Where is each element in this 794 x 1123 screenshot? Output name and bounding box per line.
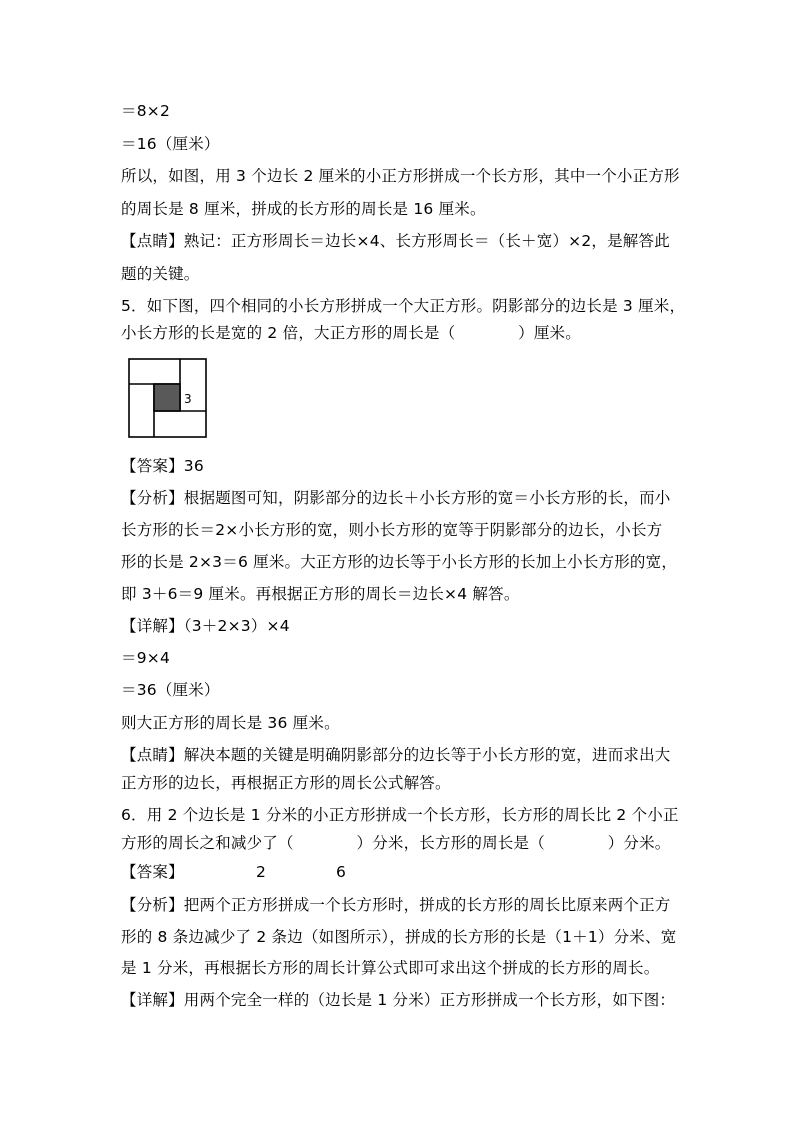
analysis-5: 【分析】根据题图可知，阴影部分的边长＋小长方形的宽＝小长方形的长，而小 [121,489,671,507]
question-6-cont: 方形的周长之和减少了（ ）分米，长方形的周长是（ ）分米。 [121,834,671,852]
analysis-6: 【分析】把两个正方形拼成一个长方形时，拼成的长方形的周长比原来两个正方 [121,896,671,914]
text-line: ＝16（厘米） [121,135,220,153]
text-line: 形的长是 2×3＝6 厘米。大正方形的边长等于小长方形的长加上小长方形的宽， [121,553,678,571]
text-line: 即 3＋6＝9 厘米。再根据正方形的周长＝边长×4 解答。 [121,585,520,603]
detail-6: 【详解】用两个完全一样的（边长是 1 分米）正方形拼成一个长方形，如下图： [121,991,676,1009]
side-label: 3 [184,392,192,406]
text-line: 题的关键。 [121,265,200,283]
text-line: ＝8×2 [121,102,171,120]
question-5-cont: 小长方形的长是宽的 2 倍，大正方形的周长是（ ）厘米。 [121,324,581,342]
text-line: 则大正方形的周长是 36 厘米。 [121,714,340,732]
text-line: 所以，如图，用 3 个边长 2 厘米的小正方形拼成一个长方形，其中一个小正方形 [121,167,680,185]
text-line: ＝9×4 [121,649,171,667]
text-line: ＝36（厘米） [121,681,220,699]
text-line: 正方形的边长，再根据正方形的周长公式解答。 [121,774,451,792]
text-line: 的周长是 8 厘米，拼成的长方形的周长是 16 厘米。 [121,200,486,218]
answer-5: 【答案】36 [121,457,204,475]
answer-6-blank-2: 6 [336,863,346,881]
question-6: 6．用 2 个边长是 1 分米的小正方形拼成一个长方形，长方形的周长比 2 个小正 [121,806,679,824]
detail-5: 【详解】（3＋2×3）×4 [121,617,290,635]
text-line: 长方形的长＝2×小长方形的宽，则小长方形的宽等于阴影部分的边长，小长方 [121,521,663,539]
text-line: 【点睛】熟记：正方形周长＝边长×4、长方形周长＝（长＋宽）×2，是解答此 [121,232,670,250]
square-diagram [128,358,208,444]
answer-6-label: 【答案】 [121,863,184,881]
comment-5: 【点睛】解决本题的关键是明确阴影部分的边长等于小长方形的宽，进而求出大 [121,746,671,764]
shaded-square [154,384,180,411]
text-line: 是 1 分米，再根据长方形的周长计算公式即可求出这个拼成的长方形的周长。 [121,959,660,977]
text-line: 形的 8 条边减少了 2 条边（如图所示），拼成的长方形的长是（1＋1）分米、宽 [121,928,677,946]
four-rectangles-figure [128,358,208,440]
question-5: 5．如下图，四个相同的小长方形拼成一个大正方形。阴影部分的边长是 3 厘米， [121,297,686,315]
answer-6-blank-1: 2 [256,863,266,881]
